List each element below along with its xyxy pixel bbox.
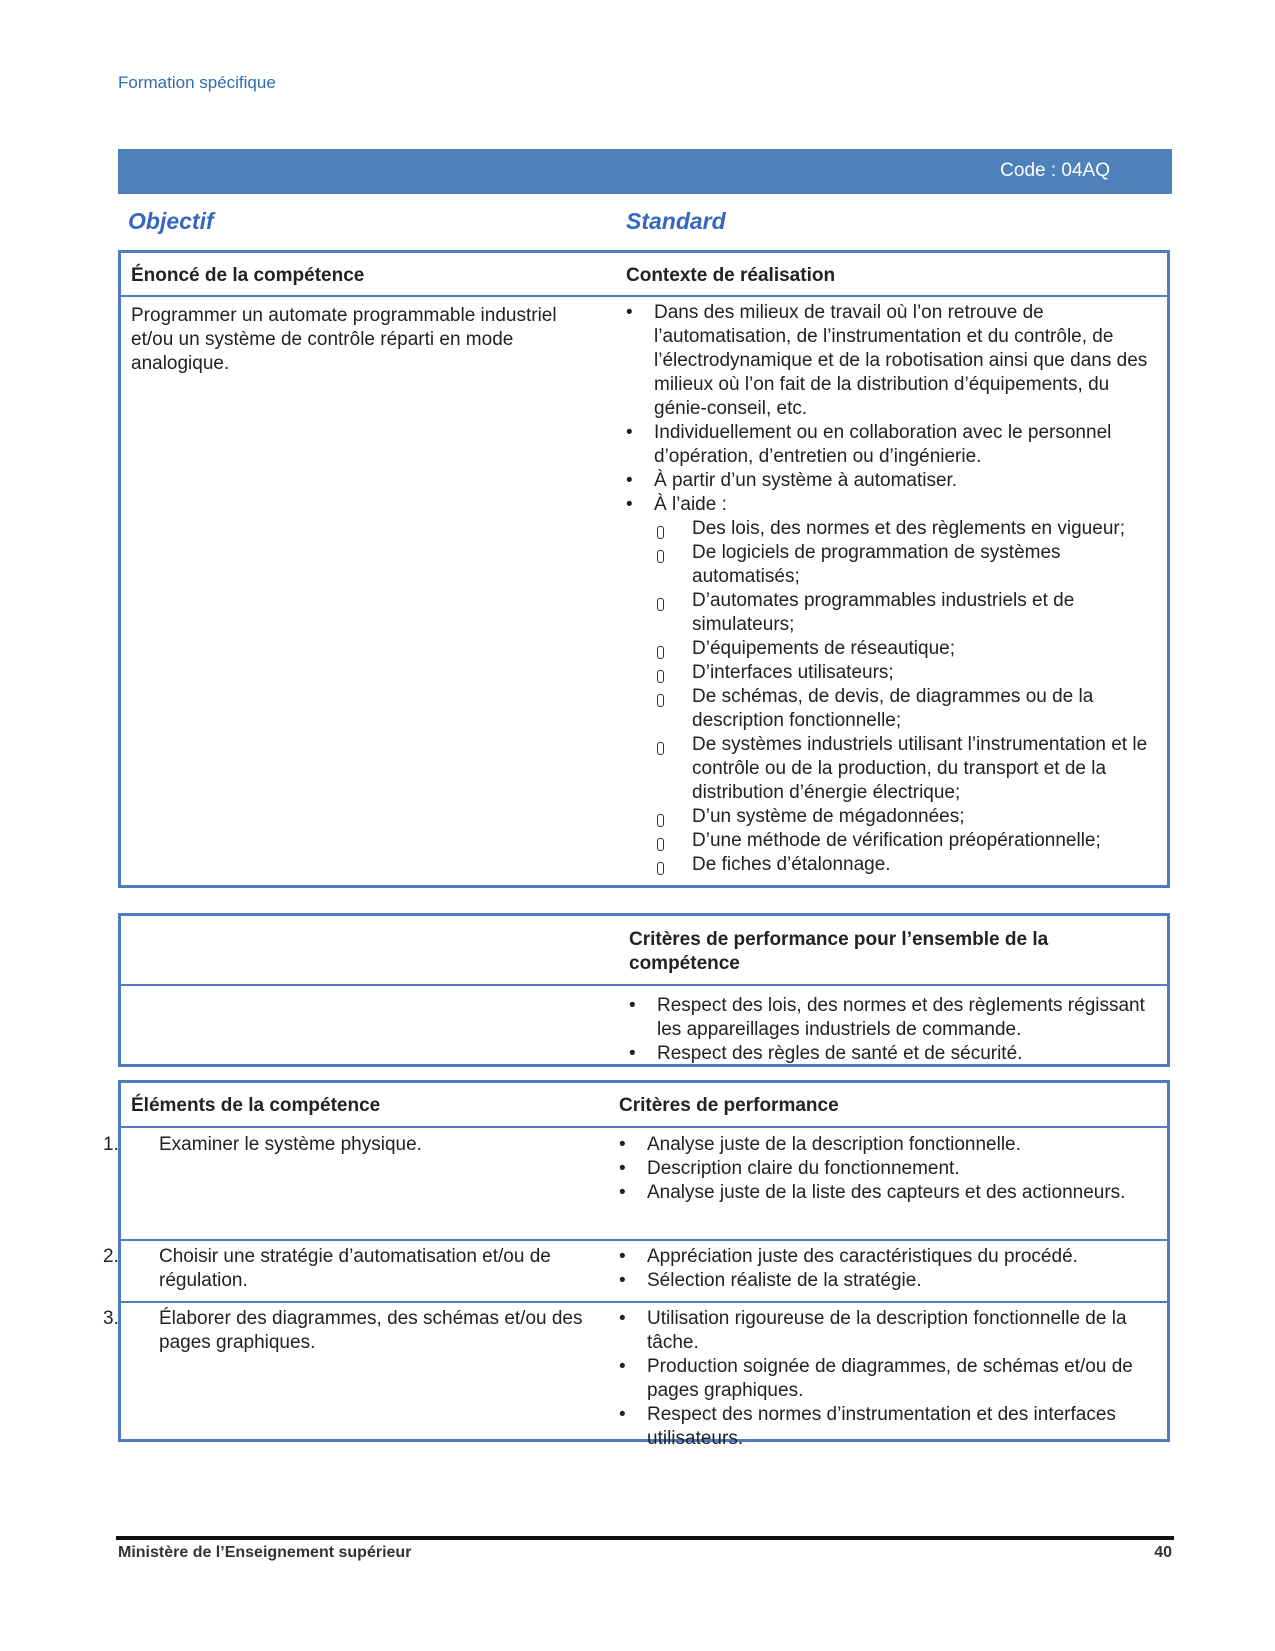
divider [121,1126,1167,1128]
aid-item: D’automates programmables industriels et de simulateurs; [654,589,1158,637]
criteria-list [619,1245,1155,1293]
criteria-list [619,1307,1155,1451]
footer-rule [116,1536,1174,1540]
aids-list [654,517,1158,877]
context-column [626,301,1158,877]
criterion: • Utilisation rigoureuse de la description fonctionnelle de la tâche. [619,1307,1155,1355]
criterion: • Appréciation juste des caractéristiques du procédé. [619,1245,1155,1269]
element-text [103,1307,611,1355]
aid-item: D’une méthode de vérification préopérationnelle; [654,829,1158,853]
element-criteria [619,1307,1155,1451]
divider [121,984,1167,986]
aid-item: De schémas, de devis, de diagrammes ou de la description fonctionnelle; [654,685,1158,733]
objective-heading: Objectif [128,208,214,234]
criterion: • Sélection réaliste de la stratégie. [619,1269,1155,1293]
aid-item: D’équipements de réseautique; [654,637,1158,661]
elements-label: Éléments de la compétence [131,1095,381,1116]
overall-criteria-list [629,994,1149,1066]
element-label: Élaborer des diagrammes, des schémas et/ou des pages graphiques. [159,1308,583,1353]
standard-heading: Standard [626,208,726,234]
criteria-list [619,1133,1155,1205]
context-label: Contexte de réalisation [626,265,836,286]
aid-item: De logiciels de programmation de systèmes automatisés; [654,541,1158,589]
divider [121,1301,1167,1303]
overall-criteria-box [118,913,1170,1067]
overall-criterion: • Respect des lois, des normes et des règlements régissant les appareillages industriels de commande. [629,994,1149,1042]
footer [118,1544,1172,1562]
element-number: 3. [103,1308,119,1329]
elements-box [103,1080,1170,1449]
overall-criterion: • Respect des règles de santé et de sécurité. [629,1042,1149,1066]
element-number: 2. [103,1246,119,1267]
competence-statement: Programmer un automate programmable industriel et/ou un système de contrôle réparti en mode analogique. [131,305,557,374]
criteria-label: Critères de performance [619,1095,839,1116]
code-bar [118,149,1172,194]
statement-label: Énoncé de la compétence [131,265,365,286]
context-list [626,301,1158,517]
context-item: • Individuellement ou en collaboration avec le personnel d’opération, d’entretien ou d’ingénierie. [626,421,1158,469]
aid-item: Des lois, des normes et des règlements en vigueur; [654,517,1158,541]
ministry-name: Ministère de l’Enseignement supérieur [118,1544,412,1561]
element-label: Choisir une stratégie d’automatisation et/ou de régulation. [159,1246,551,1291]
criterion: • Production soignée de diagrammes, de schémas et/ou de pages graphiques. [619,1355,1155,1403]
overall-criteria-label: Critères de performance pour l’ensemble de la compétence [629,929,1049,974]
aid-item: De systèmes industriels utilisant l’instrumentation et le contrôle ou de la production, du transport et de la distribution d’énergie électrique; [654,733,1158,805]
element-criteria [619,1245,1155,1293]
context-item: • À partir d’un système à automatiser. [626,469,1158,493]
aid-item: De fiches d’étalonnage. [654,853,1158,877]
context-item: • Dans des milieux de travail où l’on retrouve de l’automatisation, de l’instrumentation et du contrôle, de l’électrodynamique et de la robotisation ainsi que dans des milieux où l’on fait de la distribution d’équipements, du génie-conseil, etc. [626,301,1158,421]
element-label: Examiner le système physique. [159,1134,422,1155]
criterion: • Analyse juste de la description fonctionnelle. [619,1133,1155,1157]
element-text [103,1245,611,1293]
divider [121,295,1167,297]
element-criteria [619,1133,1155,1205]
element-text [103,1133,611,1157]
section-header: Formation spécifique [118,73,276,92]
criterion: • Respect des normes d’instrumentation et des interfaces utilisateurs. [619,1403,1155,1451]
aid-item: D’un système de mégadonnées; [654,805,1158,829]
element-number: 1. [103,1134,119,1155]
aid-item: D’interfaces utilisateurs; [654,661,1158,685]
page-number: 40 [1154,1544,1172,1561]
criterion: • Analyse juste de la liste des capteurs et des actionneurs. [619,1181,1155,1205]
competency-code: Code : 04AQ [1000,160,1110,181]
overall-criteria-column [629,994,1149,1066]
competence-box [118,250,1170,888]
context-item: • À l’aide : [626,493,1158,517]
criterion: • Description claire du fonctionnement. [619,1157,1155,1181]
divider [121,1239,1167,1241]
